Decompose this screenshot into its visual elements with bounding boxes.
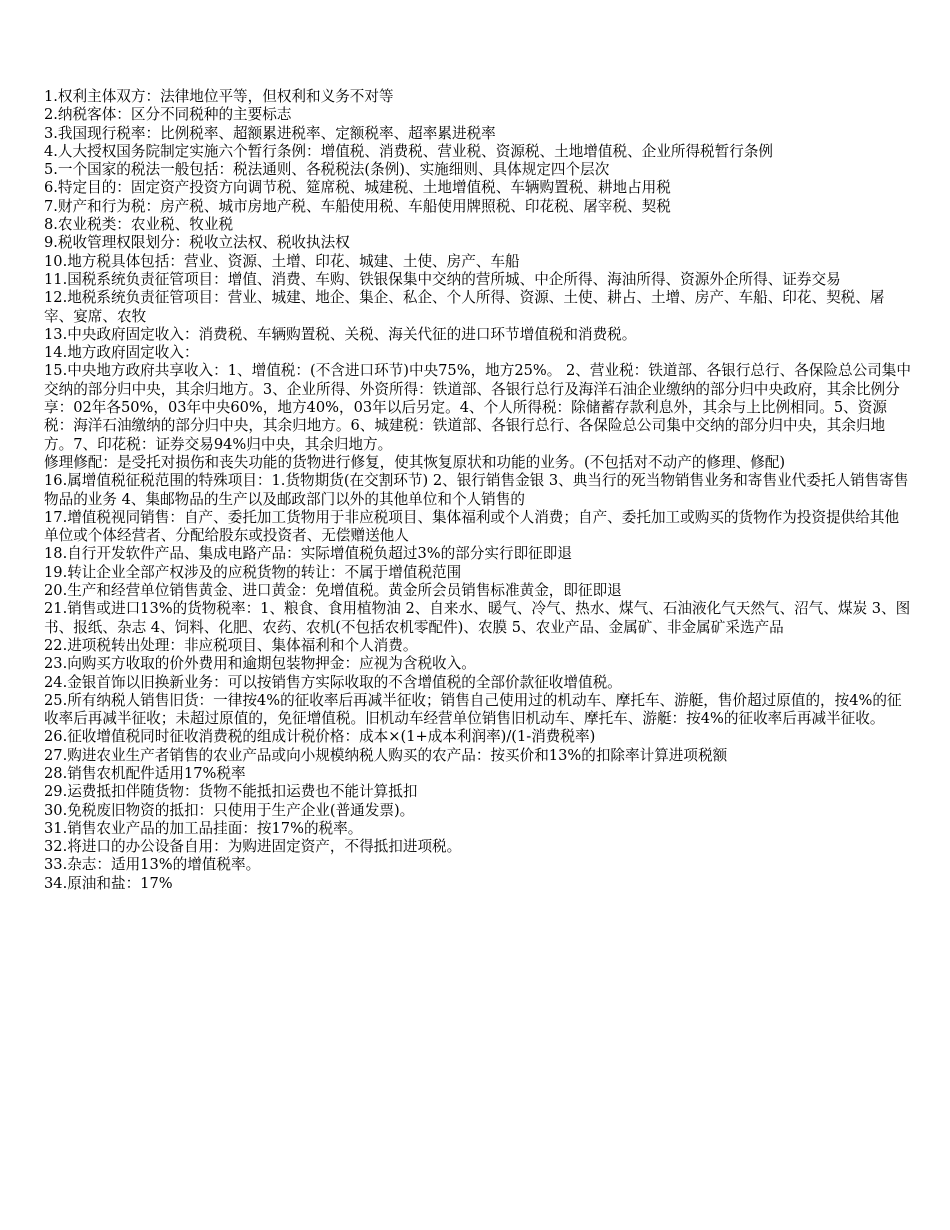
paragraph-20: 20.生产和经营单位销售黄金、进口黄金：免增值税。黄金所会员销售标准黄金，即征即退	[44, 582, 622, 600]
paragraph-14: 14.地方政府固定收入：	[44, 344, 199, 362]
paragraph-23: 23.向购买方收取的价外费用和逾期包装物押金：应视为含税收入。	[44, 655, 476, 673]
paragraph-1: 1.权利主体双方：法律地位平等，但权利和义务不对等	[44, 88, 394, 105]
paragraph-3: 3.我国现行税率：比例税率、超额累进税率、定额税率、超率累进税率	[44, 124, 496, 142]
paragraph-12: 12.地税系统负责征管项目：营业、城建、地企、集企、私企、个人所得、资源、土使、耕占、土增、房产、车船、印花、契税、屠宰、宴席、农牧	[44, 289, 885, 325]
paragraph-2: 2.纳税客体：区分不同税种的主要标志	[44, 106, 292, 124]
paragraph-29: 29.运费抵扣伴随货物：货物不能抵扣运费也不能计算抵扣	[44, 783, 418, 801]
paragraph-15: 15.中央地方政府共享收入：1、增值税：(不含进口环节)中央75%，地方25%。 2、营业税：铁道部、各银行总行、各保险总公司集中交纳的部分归中央，其余归地方。3、企业所得、外资所得：铁道部、各银行总行及海洋石油企业缴纳的部分归中央政府，其余比例分享：02年各50%，03年中央60%，地方40%，03年以后另定。4、个人所得税：除储蓄存款利息外，其余与上比例相同。5、资源税：海洋石油缴纳的部分归中央，其余归地方。6、城建税：铁道部、各银行总行、各保险总公司集中交纳的部分归中央，其余归地方。7、印花税：证券交易94%归中央，其余归地方。	[44, 362, 911, 453]
paragraph-33: 33.杂志：适用13%的增值税率。	[44, 856, 261, 874]
paragraph-22: 22.进项税转出处理：非应税项目、集体福利和个人消费。	[44, 636, 418, 654]
paragraph-repair: 修理修配：是受托对损伤和丧失功能的货物进行修复，使其恢复原状和功能的业务。(不包括对不动产的修理、修配)	[44, 453, 786, 471]
paragraph-18: 18.自行开发软件产品、集成电路产品：实际增值税负超过3%的部分实行即征即退	[44, 545, 572, 563]
paragraph-26: 26.征收增值税同时征收消费税的组成计税价格：成本×(1+成本利润率)/(1-消费税率)	[44, 728, 596, 746]
paragraph-9: 9.税收管理权限划分：税收立法权、税收执法权	[44, 234, 350, 252]
paragraph-13: 13.中央政府固定收入：消费税、车辆购置税、关税、海关代征的进口环节增值税和消费税。	[44, 325, 637, 343]
paragraph-32: 32.将进口的办公设备自用：为购进固定资产，不得抵扣进项税。	[44, 838, 462, 856]
paragraph-10: 10.地方税具体包括：营业、资源、土增、印花、城建、土使、房产、车船	[44, 252, 520, 270]
paragraph-34: 34.原油和盐：17%	[44, 874, 173, 892]
paragraph-8: 8.农业税类：农业税、牧业税	[44, 216, 234, 234]
paragraph-17: 17.增值税视同销售：自产、委托加工货物用于非应税项目、集体福利或个人消费；自产、委托加工或购买的货物作为投资提供给其他单位或个体经营者、分配给股东或投资者、无偿赠送他人	[44, 508, 900, 545]
paragraph-31: 31.销售农业产品的加工品挂面：按17%的税率。	[44, 819, 363, 837]
paragraph-25: 25.所有纳税人销售旧货：一律按4%的征收率后再减半征收；销售自己使用过的机动车、摩托车、游艇，售价超过原值的，按4%的征收率后再减半征收；未超过原值的，免征增值税。旧机动车经营单位销售旧机动车、摩托车、游艇：按4%的征收率后再减半征收。	[44, 691, 902, 728]
paragraph-11: 11.国税系统负责征管项目：增值、消费、车购、铁银保集中交纳的营所城、中企所得、海油所得、资源外企所得、证券交易	[44, 270, 841, 288]
paragraph-24: 24.金银首饰以旧换新业务：可以按销售方实际收取的不含增值税的全部价款征收增值税。	[44, 673, 622, 691]
paragraph-28: 28.销售农机配件适用17%税率	[44, 764, 246, 782]
paragraph-6: 6.特定目的：固定资产投资方向调节税、筵席税、城建税、土地增值税、车辆购置税、耕地占用税	[44, 179, 671, 197]
paragraph-21: 21.销售或进口13%的货物税率：1、粮食、食用植物油 2、自来水、暖气、冷气、热水、煤气、石油液化气天然气、沼气、煤炭 3、图书、报纸、杂志 4、饲料、化肥、农药、农机(不包括农机零配件)、农膜 5、农业产品、金属矿、非金属矿采选产品	[44, 600, 911, 636]
paragraph-30: 30.免税废旧物资的抵扣：只使用于生产企业(普通发票)。	[44, 801, 415, 819]
paragraph-19: 19.转让企业全部产权涉及的应税货物的转让：不属于增值税范围	[44, 563, 462, 581]
paragraph-16: 16.属增值税征税范围的特殊项目：1.货物期货(在交割环节) 2、银行销售金银 3、典当行的死当物销售业务和寄售业代委托人销售寄售物品的业务 4、集邮物品的生产以及邮政部门以外的其他单位和个人销售的	[44, 472, 909, 508]
paragraph-4: 4.人大授权国务院制定实施六个暂行条例：增值税、消费税、营业税、资源税、土地增值税、企业所得税暂行条例	[44, 142, 774, 160]
paragraph-5: 5.一个国家的税法一般包括：税法通则、各税税法(条例)、实施细则、具体规定四个层次	[44, 161, 610, 179]
document-page	[44, 88, 912, 893]
paragraph-27: 27.购进农业生产者销售的农业产品或向小规模纳税人购买的农产品：按买价和13%的扣除率计算进项税额	[44, 746, 728, 764]
paragraph-7: 7.财产和行为税：房产税、城市房地产税、车船使用税、车船使用牌照税、印花税、屠宰税、契税	[44, 197, 671, 215]
